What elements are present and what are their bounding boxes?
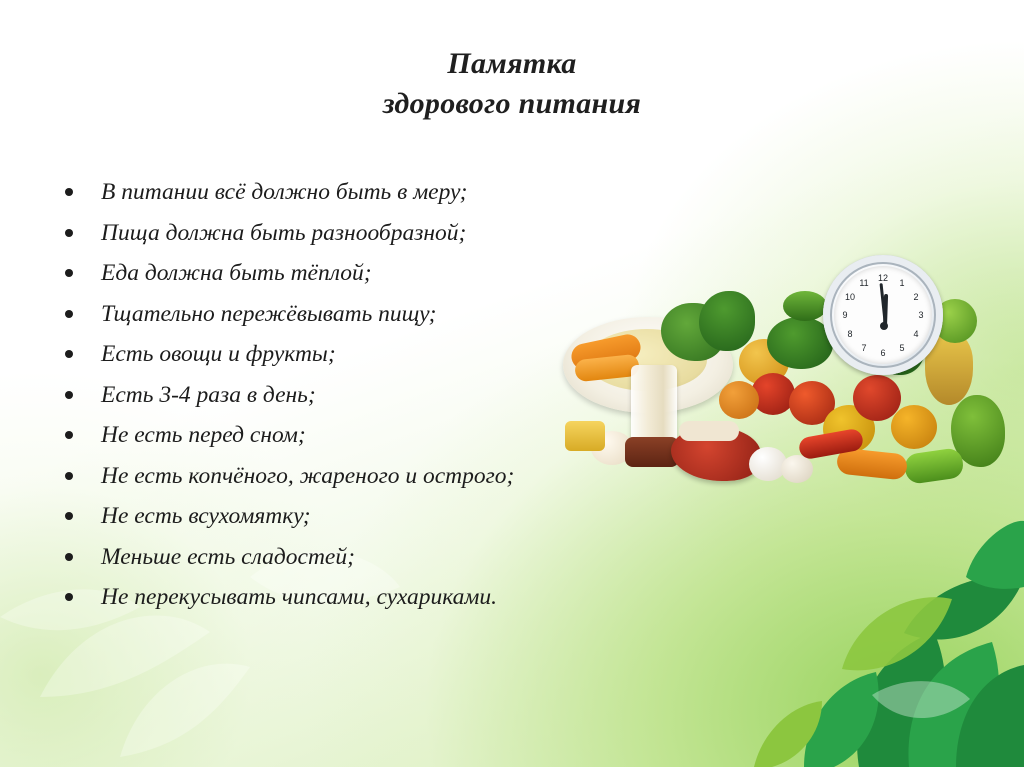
clock-number-5: 5 [899, 343, 905, 353]
clock-number-1: 1 [899, 278, 905, 288]
list-item-text: Не перекусывать чипсами, сухариками. [101, 584, 498, 610]
title-line-2: здорового питания [382, 87, 642, 120]
list-item-text: В питании всё должно быть в меру; [101, 179, 468, 205]
bullet-dot-icon [65, 553, 73, 561]
list-item [56, 172, 756, 213]
bullet-dot-icon [65, 593, 73, 601]
list-item-text: Есть 3-4 раза в день; [101, 381, 316, 408]
list-item-text: Тщательно пережёвывать пищу; [101, 300, 437, 327]
title-line-1: Памятка [447, 47, 577, 80]
list-item [56, 456, 756, 497]
list-item [56, 334, 756, 375]
clock-number-10: 10 [844, 292, 856, 302]
wall-clock [823, 255, 943, 375]
list-item-text: Пища должна быть разнообразной; [101, 219, 467, 246]
list-item-text: Есть овощи и фрукты; [101, 341, 336, 367]
bullet-dot-icon [65, 229, 73, 237]
clock-center-pin [880, 322, 888, 330]
bullet-dot-icon [65, 310, 73, 318]
bullet-dot-icon [65, 188, 73, 196]
list-item [56, 537, 756, 578]
bullet-dot-icon [65, 512, 73, 520]
list-item-text: Не есть всухомятку; [101, 503, 311, 529]
list-item [56, 415, 756, 456]
bullet-dot-icon [65, 472, 73, 480]
list-item [56, 375, 756, 416]
list-item [56, 294, 756, 335]
list-item [56, 577, 756, 618]
bullet-dot-icon [65, 350, 73, 358]
clock-face [834, 266, 932, 364]
clock-number-8: 8 [847, 329, 853, 339]
bullet-dot-icon [65, 269, 73, 277]
list-item [56, 213, 756, 254]
bullet-dot-icon [65, 391, 73, 399]
clock-number-6: 6 [880, 348, 886, 358]
clock-number-9: 9 [842, 310, 848, 320]
pepper-orange [891, 405, 937, 449]
clock-number-11: 11 [859, 278, 869, 288]
green-beans [903, 447, 965, 485]
list-item-text: Еда должна быть тёплой; [101, 260, 372, 286]
clock-number-3: 3 [918, 310, 924, 320]
clock-number-7: 7 [861, 343, 867, 353]
recommendations-list [56, 172, 756, 618]
clock-number-2: 2 [913, 292, 919, 302]
list-item-text: Меньше есть сладостей; [101, 543, 355, 570]
list-item-text: Не есть перед сном; [101, 422, 306, 448]
list-item [56, 496, 756, 537]
bullet-dot-icon [65, 431, 73, 439]
garlic-2 [781, 455, 813, 483]
slide-title [0, 44, 1024, 124]
green-leaf [783, 291, 827, 321]
clock-number-4: 4 [913, 329, 919, 339]
list-item [56, 253, 756, 294]
list-item-text: Не есть копчёного, жареного и острого; [101, 462, 515, 489]
clock-number-12: 12 [877, 273, 889, 283]
